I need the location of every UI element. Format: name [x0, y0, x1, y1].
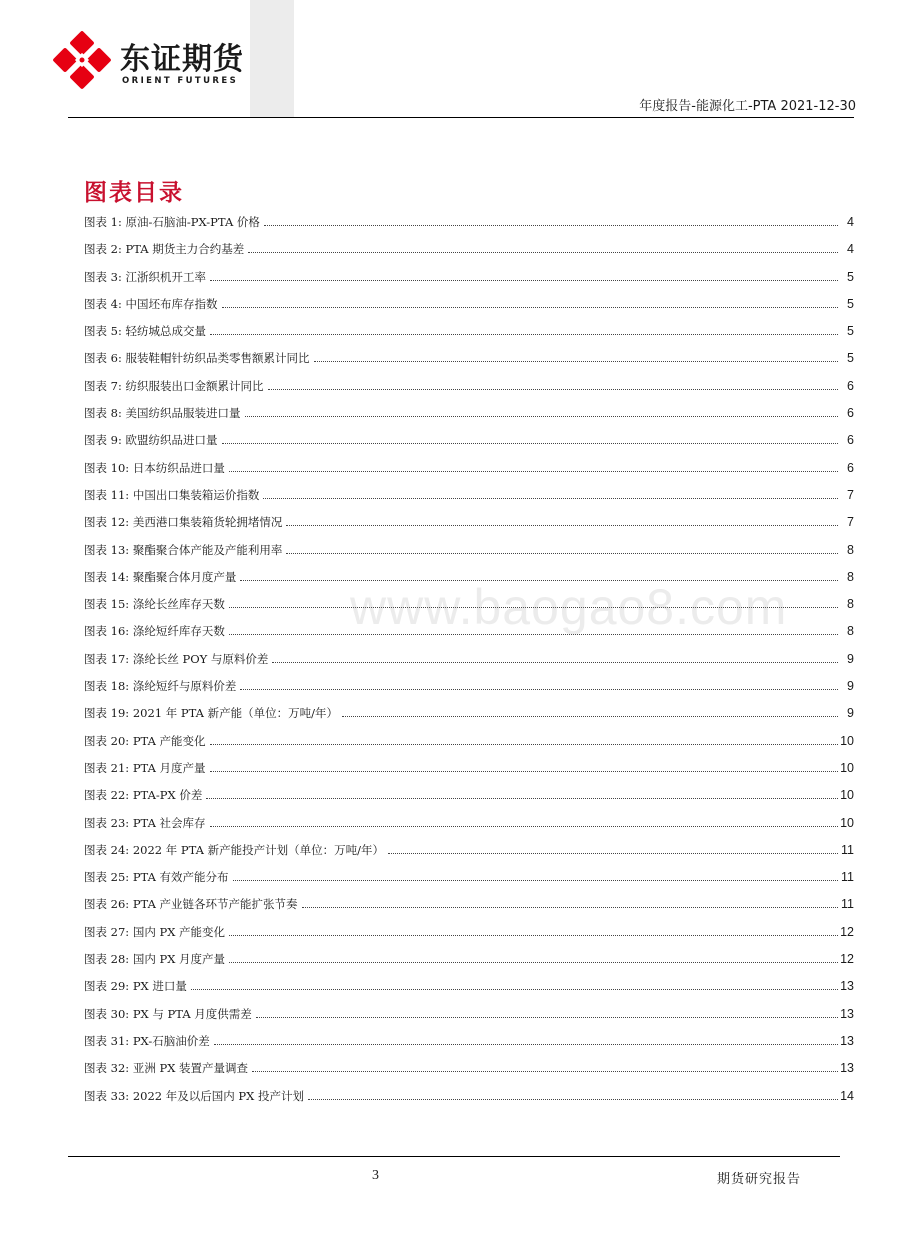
- toc-entry[interactable]: [84, 978, 854, 1005]
- toc-entry-label[interactable]: 图表 28: 国内 PX 月度产量: [84, 952, 226, 967]
- toc-entry-page[interactable]: 8: [847, 542, 854, 557]
- toc-entry-label[interactable]: 图表 15: 涤纶长丝库存天数: [84, 597, 225, 612]
- toc-leader-dots: [191, 989, 838, 990]
- toc-entry[interactable]: [84, 787, 854, 814]
- toc-entry-page[interactable]: 6: [847, 460, 854, 475]
- toc-entry-page[interactable]: 13: [840, 1006, 854, 1021]
- toc-entry[interactable]: [84, 733, 854, 760]
- toc-entry[interactable]: [84, 405, 854, 432]
- toc-entry-page[interactable]: 9: [847, 679, 854, 694]
- toc-entry-page[interactable]: 5: [847, 269, 854, 284]
- toc-entry[interactable]: [84, 1006, 854, 1033]
- toc-entry-label[interactable]: 图表 26: PTA 产业链各环节产能扩张节奏: [84, 897, 298, 912]
- toc-entry-page[interactable]: 5: [847, 324, 854, 339]
- toc-entry-label[interactable]: 图表 22: PTA-PX 价差: [84, 788, 203, 803]
- toc-entry[interactable]: [84, 514, 854, 541]
- toc-entry-page[interactable]: 9: [847, 706, 854, 721]
- toc-entry[interactable]: [84, 924, 854, 951]
- toc-leader-dots: [210, 826, 838, 827]
- toc-entry-page[interactable]: 5: [847, 296, 854, 311]
- toc-entry[interactable]: [84, 1033, 854, 1060]
- toc-entry-label[interactable]: 图表 1: 原油-石脑油-PX-PTA 价格: [84, 215, 260, 229]
- toc-entry-label[interactable]: 图表 33: 2022 年及以后国内 PX 投产计划: [84, 1088, 304, 1103]
- toc-leader-dots: [302, 907, 838, 908]
- toc-entry[interactable]: [84, 432, 854, 459]
- toc-entry[interactable]: [84, 951, 854, 978]
- report-meta: 年度报告-能源化工-PTA 2021-12-30: [639, 99, 856, 114]
- toc-entry-page[interactable]: 10: [840, 815, 854, 830]
- orient-futures-logo-icon: [52, 30, 112, 90]
- toc-leader-dots: [256, 1017, 838, 1018]
- toc-leader-dots: [286, 525, 838, 526]
- toc-entry-page[interactable]: 6: [847, 433, 854, 448]
- toc-entry-page[interactable]: 7: [847, 515, 854, 530]
- toc-entry[interactable]: [84, 1088, 854, 1115]
- toc-entry-label[interactable]: 图表 20: PTA 产能变化: [84, 733, 206, 748]
- toc-leader-dots: [252, 1071, 838, 1072]
- toc-entry-label[interactable]: 图表 12: 美西港口集装箱货轮拥堵情况: [84, 515, 283, 530]
- toc-entry-label[interactable]: 图表 13: 聚酯聚合体产能及产能利用率: [84, 542, 283, 557]
- toc-entry-label[interactable]: 图表 29: PX 进口量: [84, 979, 187, 994]
- toc-entry[interactable]: [84, 350, 854, 377]
- brand-name-en: ORIENT FUTURES: [122, 76, 239, 86]
- toc-entry-page[interactable]: 8: [847, 597, 854, 612]
- toc-leader-dots: [229, 962, 838, 963]
- toc-entry[interactable]: [84, 896, 854, 923]
- toc-entry-page[interactable]: 10: [840, 760, 854, 775]
- toc-entry-page[interactable]: 13: [840, 979, 854, 994]
- brand-name-cn: 东证期货: [120, 42, 244, 77]
- brand-logo: [52, 30, 252, 100]
- toc-entry-label[interactable]: 图表 21: PTA 月度产量: [84, 760, 206, 775]
- footer-label: 期货研究报告: [717, 1172, 802, 1187]
- toc-entry-page[interactable]: 11: [841, 842, 854, 857]
- toc-entry-page[interactable]: 6: [847, 406, 854, 421]
- toc-entry-label[interactable]: 图表 25: PTA 有效产能分布: [84, 870, 229, 885]
- toc-entry-label[interactable]: 图表 30: PX 与 PTA 月度供需差: [84, 1006, 252, 1021]
- toc-entry-label[interactable]: 图表 10: 日本纺织品进口量: [84, 460, 225, 475]
- toc-entry-page[interactable]: 13: [840, 1033, 854, 1048]
- page-number: 3: [372, 1168, 379, 1183]
- toc-leader-dots: [245, 416, 838, 417]
- toc-entry-label[interactable]: 图表 7: 纺织服装出口金额累计同比: [84, 378, 264, 393]
- toc-entry-label[interactable]: 图表 4: 中国坯布库存指数: [84, 296, 218, 311]
- toc-entry[interactable]: [84, 323, 854, 350]
- toc-leader-dots: [268, 389, 838, 390]
- toc-entry[interactable]: [84, 378, 854, 405]
- toc-entry[interactable]: [84, 542, 854, 569]
- toc-leader-dots: [308, 1099, 838, 1100]
- toc-entry-label[interactable]: 图表 32: 亚洲 PX 装置产量调查: [84, 1061, 249, 1076]
- toc-entry-label[interactable]: 图表 24: 2022 年 PTA 新产能投产计划（单位：万吨/年）: [84, 842, 385, 857]
- toc-entry-label[interactable]: 图表 14: 聚酯聚合体月度产量: [84, 569, 237, 584]
- toc-entry-page[interactable]: 10: [840, 733, 854, 748]
- toc-entry-label[interactable]: 图表 9: 欧盟纺织品进口量: [84, 433, 218, 448]
- toc-entry-page[interactable]: 12: [840, 924, 854, 939]
- toc-entry-page[interactable]: 8: [847, 624, 854, 639]
- toc-leader-dots: [210, 771, 838, 772]
- header-divider: [68, 117, 854, 118]
- toc-entry[interactable]: [84, 705, 854, 732]
- toc-entry[interactable]: [84, 651, 854, 678]
- toc-entry-label[interactable]: 图表 5: 轻纺城总成交量: [84, 324, 207, 339]
- header-gray-band: [250, 0, 294, 118]
- toc-entry-page[interactable]: 13: [840, 1061, 854, 1076]
- toc-entry[interactable]: [84, 460, 854, 487]
- toc-entry-label[interactable]: 图表 17: 涤纶长丝 POY 与原料价差: [84, 651, 269, 666]
- toc-entry-page[interactable]: 4: [847, 215, 854, 229]
- toc-entry-label[interactable]: 图表 3: 江浙织机开工率: [84, 269, 207, 284]
- toc-entry-page[interactable]: 6: [847, 378, 854, 393]
- toc-entry-page[interactable]: 12: [840, 952, 854, 967]
- toc-entry-page[interactable]: 11: [841, 897, 854, 912]
- toc-entry-page[interactable]: 4: [847, 242, 854, 257]
- toc-leader-dots: [222, 443, 838, 444]
- toc-entry[interactable]: [84, 241, 854, 268]
- toc-entry[interactable]: [84, 269, 854, 296]
- toc-leader-dots: [210, 280, 838, 281]
- toc-entry-label[interactable]: 图表 18: 涤纶短纤与原料价差: [84, 679, 237, 694]
- toc-entry-label[interactable]: 图表 16: 涤纶短纤库存天数: [84, 624, 225, 639]
- toc-entry[interactable]: [84, 678, 854, 705]
- toc-leader-dots: [229, 935, 838, 936]
- toc-leader-dots: [206, 798, 838, 799]
- toc-leader-dots: [229, 471, 838, 472]
- toc-entry-page[interactable]: 14: [840, 1088, 854, 1103]
- toc-leader-dots: [286, 553, 838, 554]
- toc-entry-label[interactable]: 图表 6: 服装鞋帽针纺织品类零售额累计同比: [84, 351, 310, 366]
- toc-leader-dots: [314, 361, 839, 362]
- toc-leader-dots: [263, 498, 838, 499]
- toc-entry-label[interactable]: 图表 27: 国内 PX 产能变化: [84, 924, 226, 939]
- toc-entry-label[interactable]: 图表 23: PTA 社会库存: [84, 815, 206, 830]
- toc-entry[interactable]: [84, 869, 854, 896]
- footer-divider: [68, 1156, 840, 1157]
- toc-entry-page[interactable]: 8: [847, 569, 854, 584]
- toc-entry-page[interactable]: 7: [847, 487, 854, 502]
- toc-entry-page[interactable]: 5: [847, 351, 854, 366]
- toc-entry[interactable]: [84, 487, 854, 514]
- toc-list: [84, 214, 854, 1115]
- toc-entry[interactable]: [84, 815, 854, 842]
- toc-leader-dots: [210, 334, 838, 335]
- toc-leader-dots: [210, 744, 838, 745]
- toc-leader-dots: [264, 225, 838, 226]
- toc-entry-page[interactable]: 11: [841, 870, 854, 885]
- toc-entry[interactable]: [84, 1060, 854, 1087]
- toc-leader-dots: [248, 252, 838, 253]
- toc-entry[interactable]: [84, 760, 854, 787]
- toc-leader-dots: [272, 662, 838, 663]
- toc-leader-dots: [388, 853, 838, 854]
- toc-leader-dots: [222, 307, 838, 308]
- toc-entry-page[interactable]: 9: [847, 651, 854, 666]
- toc-entry[interactable]: [84, 214, 854, 241]
- toc-entry-label[interactable]: 图表 11: 中国出口集装箱运价指数: [84, 487, 260, 502]
- toc-leader-dots: [214, 1044, 838, 1045]
- toc-entry-page[interactable]: 10: [840, 788, 854, 803]
- toc-entry-label[interactable]: 图表 8: 美国纺织品服装进口量: [84, 406, 241, 421]
- toc-entry-label[interactable]: 图表 19: 2021 年 PTA 新产能（单位：万吨/年）: [84, 706, 339, 721]
- toc-entry[interactable]: [84, 296, 854, 323]
- toc-entry-label[interactable]: 图表 31: PX-石脑油价差: [84, 1033, 210, 1048]
- toc-entry[interactable]: [84, 842, 854, 869]
- toc-entry-label[interactable]: 图表 2: PTA 期货主力合约基差: [84, 242, 245, 257]
- toc-leader-dots: [233, 880, 838, 881]
- toc-leader-dots: [240, 689, 838, 690]
- watermark: www.baogao8.com: [350, 579, 788, 635]
- toc-leader-dots: [342, 716, 838, 717]
- toc-title: 图表目录: [84, 179, 184, 206]
